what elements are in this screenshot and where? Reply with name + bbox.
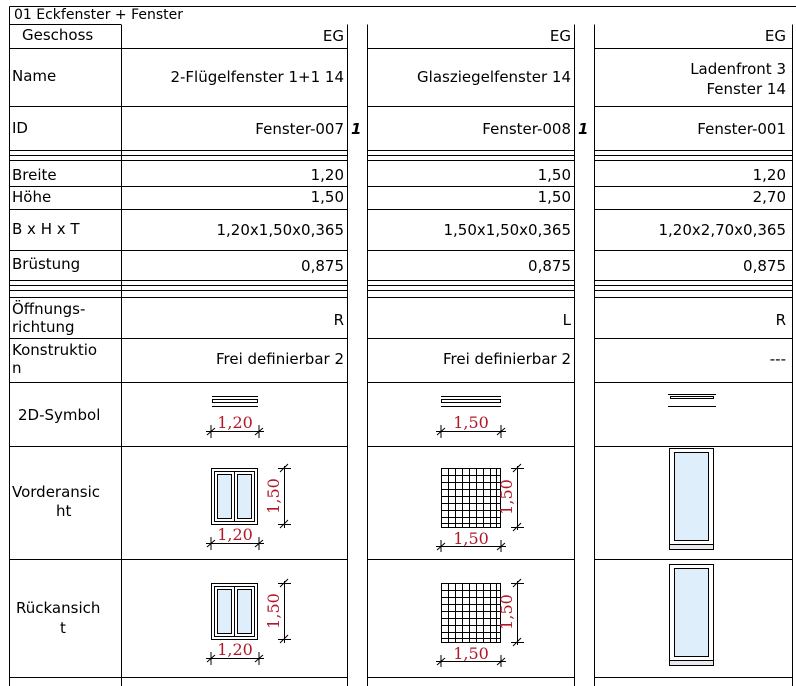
dim-width-label: 1,50 [453, 644, 489, 663]
cell-konstruktion: Frei definierbar 2 [443, 350, 571, 368]
label-vorderansicht-1: Vorderansic [12, 483, 101, 501]
2d-symbol-icon [200, 392, 270, 442]
label-2d-symbol: 2D-Symbol [18, 406, 101, 424]
cell-oeffnung: L [562, 311, 571, 329]
cell-bruestung: 0,875 [528, 257, 571, 275]
cell-id: Fenster-008 [482, 120, 571, 138]
label-oeffnungsrichtung-1: Öffnungs- [12, 300, 86, 318]
front-elevation-icon [433, 462, 533, 552]
front-elevation-icon [200, 462, 300, 552]
cell-breite: 1,20 [310, 166, 344, 184]
dim-height-label: 1,50 [497, 479, 516, 515]
cell-geschoss: EG [549, 27, 571, 45]
cell-name-line-1: Ladenfront 3 [690, 60, 786, 78]
cell-geschoss: EG [764, 27, 786, 45]
label-oeffnungsrichtung-2: richtung [12, 318, 75, 336]
cell-id: Fenster-007 [255, 120, 344, 138]
cell-count: 1 [351, 120, 362, 138]
front-elevation-icon [660, 444, 720, 556]
cell-breite: 1,20 [752, 166, 786, 184]
label-name: Name [12, 67, 57, 85]
dim-height-label: 1,50 [497, 594, 516, 630]
cell-count: 1 [578, 120, 589, 138]
cell-hoehe: 2,70 [752, 188, 786, 206]
cell-oeffnung: R [775, 311, 786, 329]
cell-hoehe: 1,50 [310, 188, 344, 206]
rear-elevation-icon [200, 577, 300, 667]
label-konstruktion-1: Konstruktio [12, 341, 98, 359]
cell-konstruktion: --- [769, 350, 786, 368]
cell-name: 2-Flügelfenster 1+1 14 [170, 68, 344, 86]
rear-elevation-icon [433, 577, 533, 667]
label-rueckansicht-2: t [60, 619, 66, 637]
label-vorderansicht-2: ht [56, 502, 72, 520]
cell-bruestung: 0,875 [301, 257, 344, 275]
cell-bxhxt: 1,20x2,70x0,365 [658, 221, 786, 239]
label-hoehe: Höhe [12, 188, 52, 206]
dim-height-label: 1,50 [264, 478, 283, 514]
label-bruestung: Brüstung [12, 255, 81, 273]
dim-width-label: 1,20 [217, 640, 253, 659]
label-rueckansicht-1: Rückansich [16, 599, 101, 617]
cell-bxhxt: 1,20x1,50x0,365 [216, 221, 344, 239]
dim-width-label: 1,50 [453, 413, 489, 432]
label-breite: Breite [12, 166, 57, 184]
cell-geschoss: EG [322, 27, 344, 45]
schedule-title: 01 Eckfenster + Fenster [14, 7, 184, 23]
label-id: ID [12, 119, 28, 137]
cell-breite: 1,50 [537, 166, 571, 184]
cell-konstruktion: Frei definierbar 2 [216, 350, 344, 368]
cell-oeffnung: R [333, 311, 344, 329]
rear-elevation-icon [660, 560, 720, 672]
cell-hoehe: 1,50 [537, 188, 571, 206]
label-bxhxt: B x H x T [12, 220, 80, 238]
label-konstruktion-2: n [12, 359, 22, 377]
dim-width-label: 1,20 [217, 413, 253, 432]
cell-name-line-2: Fenster 14 [706, 80, 786, 98]
cell-bxhxt: 1,50x1,50x0,365 [443, 221, 571, 239]
2d-symbol-icon [660, 390, 720, 414]
dim-width-label: 1,50 [453, 529, 489, 548]
dim-height-label: 1,50 [264, 593, 283, 629]
cell-id: Fenster-001 [697, 120, 786, 138]
cell-name: Glasziegelfenster 14 [417, 68, 571, 86]
dim-width-label: 1,20 [217, 525, 253, 544]
2d-symbol-icon [433, 392, 513, 442]
label-geschoss: Geschoss [22, 26, 94, 44]
cell-bruestung: 0,875 [743, 257, 786, 275]
